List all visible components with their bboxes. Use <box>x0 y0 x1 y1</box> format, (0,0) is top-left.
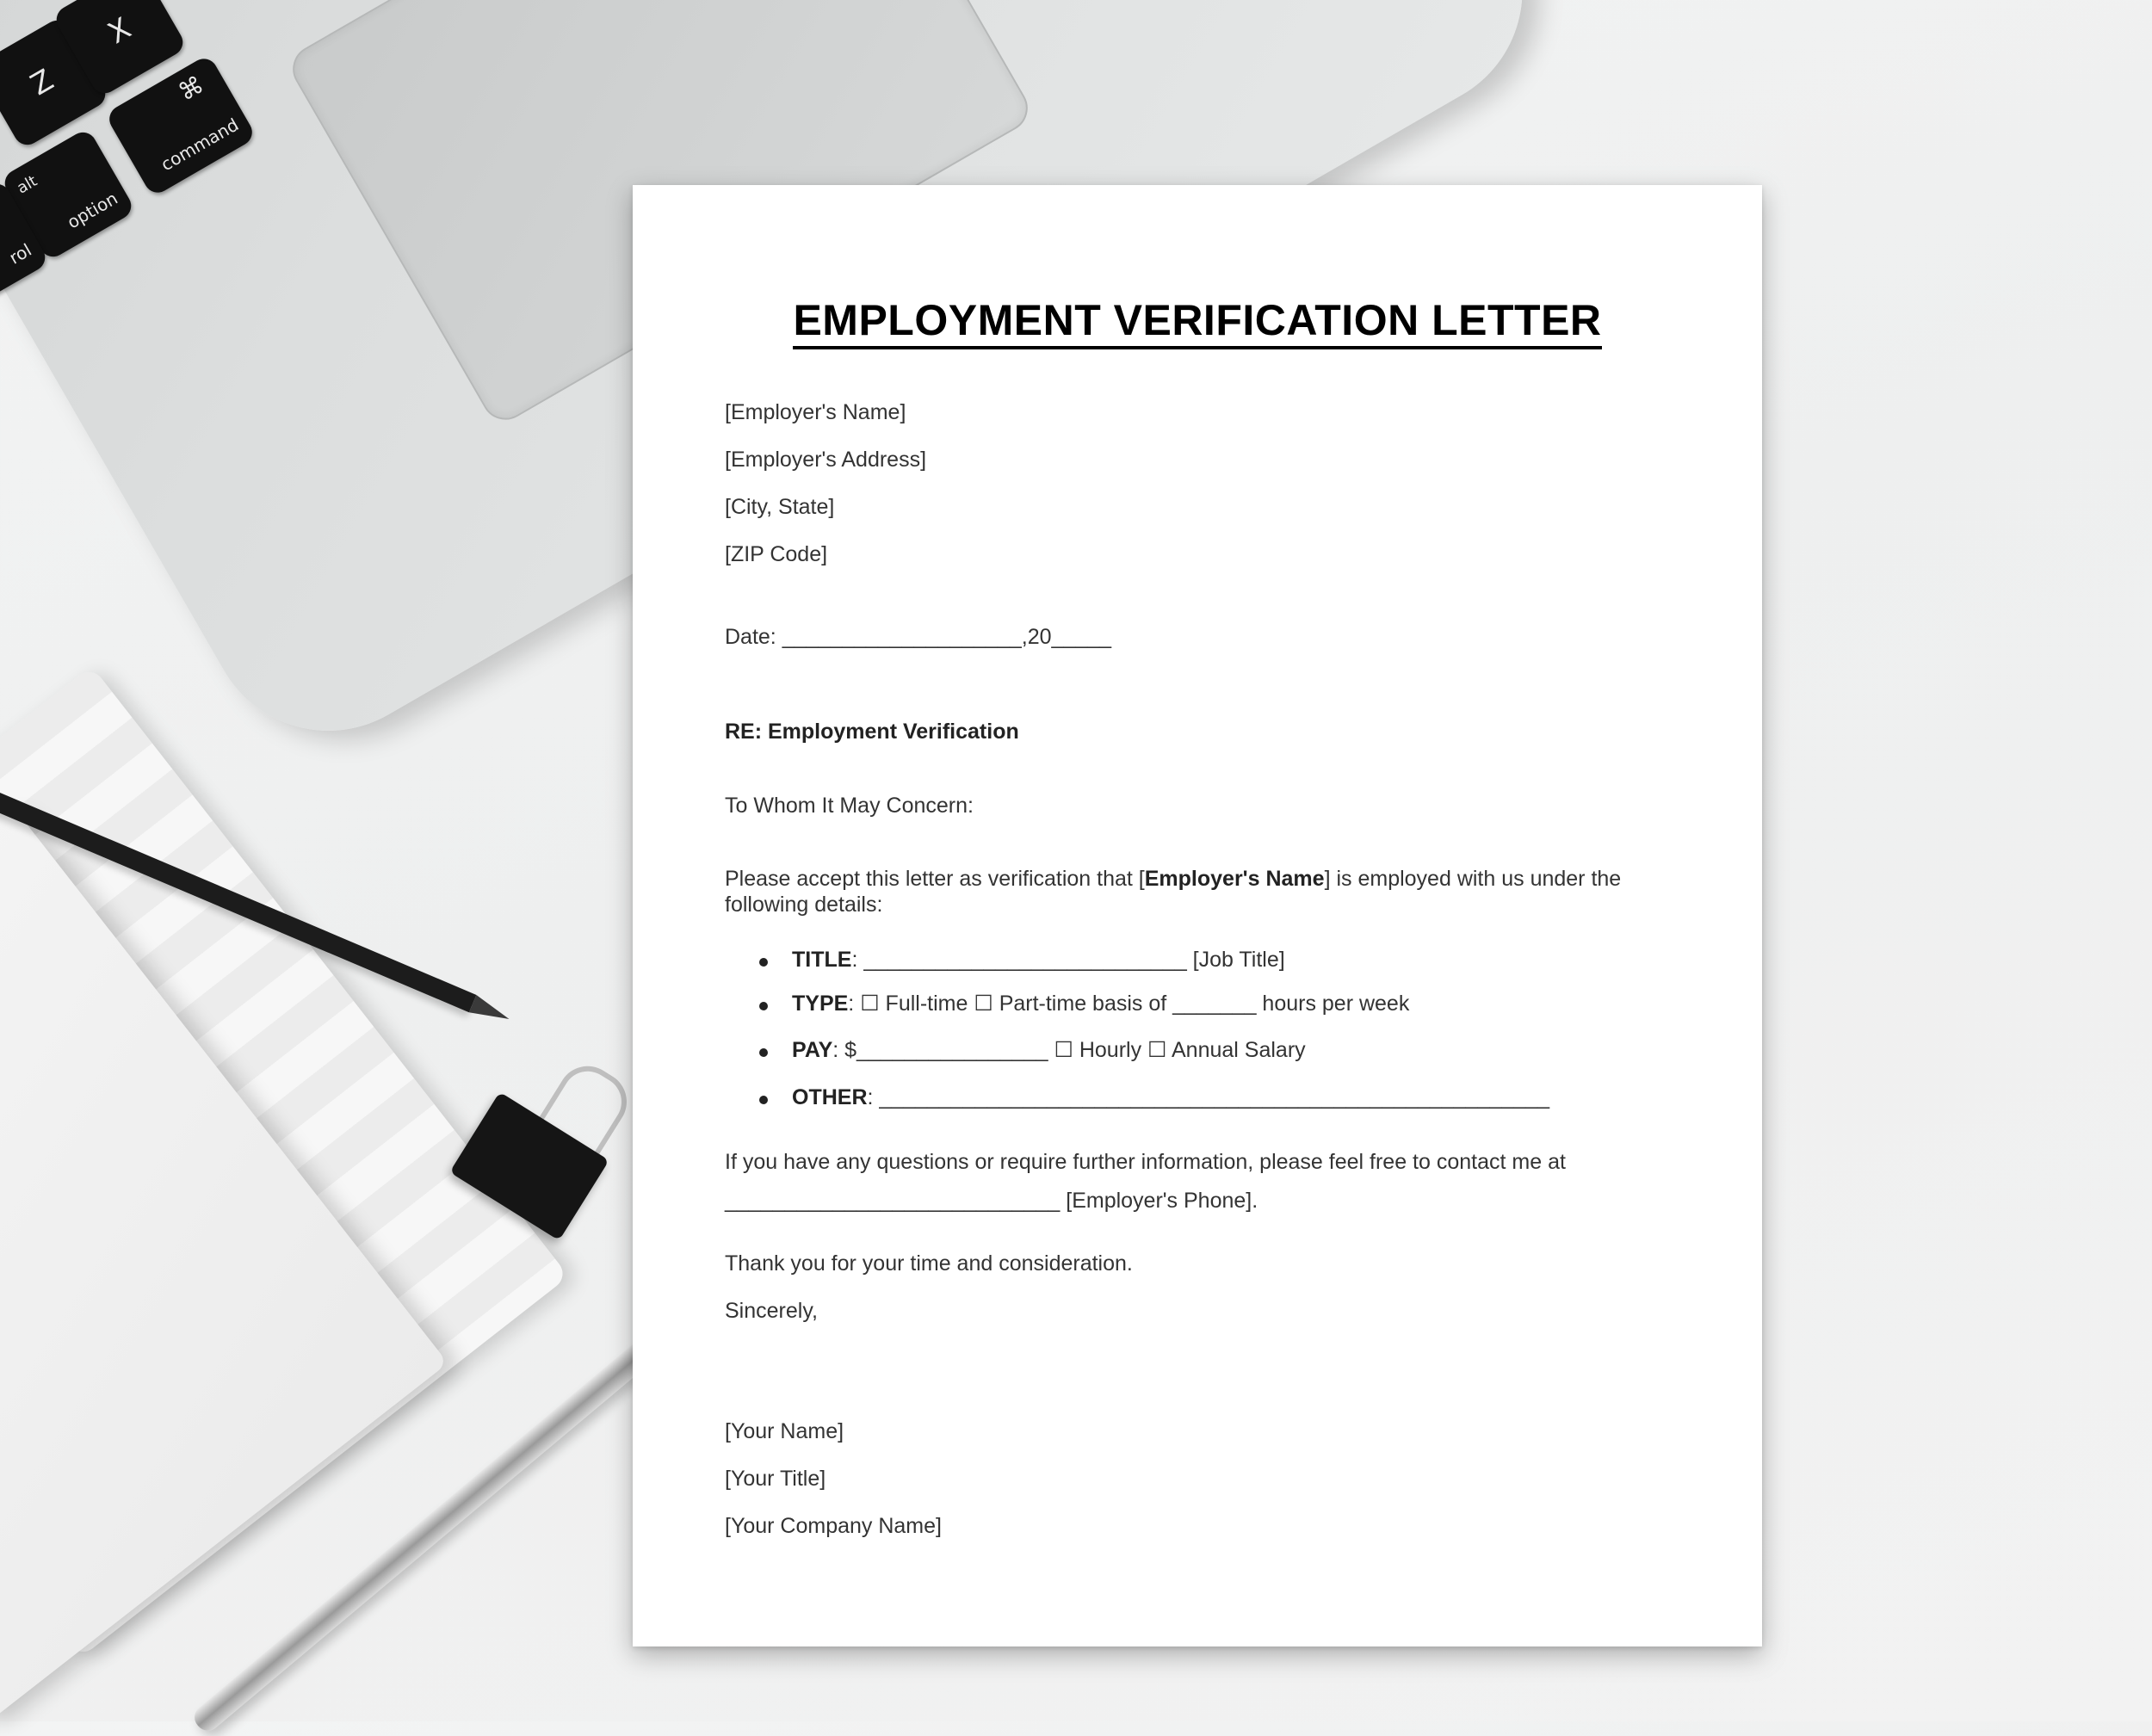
your-company-name: [Your Company Name] <box>725 1514 942 1538</box>
bullet-type: TYPE: ☐ Full-time ☐ Part-time basis of _______ hours per week <box>792 992 1410 1016</box>
employer-zip: [ZIP Code] <box>725 542 828 566</box>
bullet-pay: PAY: $________________ ☐ Hourly ☐ Annual Salary <box>792 1038 1306 1062</box>
command-key: ⌘ command <box>104 54 257 198</box>
bullet-dot <box>759 1002 768 1010</box>
your-title: [Your Title] <box>725 1467 826 1491</box>
z-key: Z <box>0 15 110 150</box>
contact-line1: If you have any questions or require further information, please feel free to contact me at <box>725 1150 1566 1174</box>
employer-name: [Employer's Name] <box>725 400 906 424</box>
option-key: alt option <box>0 127 136 262</box>
bullet-title: TITLE: ___________________________ [Job Title] <box>792 948 1285 972</box>
document-title: EMPLOYMENT VERIFICATION LETTER <box>633 295 1762 345</box>
your-name: [Your Name] <box>725 1419 844 1443</box>
bullet-dot <box>759 958 768 967</box>
x-key: X <box>52 0 188 98</box>
bullet-dot <box>759 1096 768 1104</box>
intro-paragraph-line1: Please accept this letter as verification that [Employer's Name] is employed with us under the <box>725 867 1622 891</box>
letter-page <box>633 185 1762 1646</box>
employer-city-state: [City, State] <box>725 495 835 519</box>
employer-address: [Employer's Address] <box>725 448 927 472</box>
contact-line2: ____________________________ [Employer's Phone]. <box>725 1189 1258 1213</box>
salutation: To Whom It May Concern: <box>725 794 974 818</box>
date-line: Date: ____________________,20_____ <box>725 625 1112 649</box>
control-key: rol <box>0 179 50 313</box>
thanks-line: Thank you for your time and consideration. <box>725 1251 1133 1276</box>
intro-paragraph-line2: following details: <box>725 893 883 917</box>
closing-line: Sincerely, <box>725 1299 818 1323</box>
bullet-dot <box>759 1048 768 1057</box>
bullet-other: OTHER: ________________________________________________________ <box>792 1085 1550 1109</box>
re-line: RE: Employment Verification <box>725 720 1019 744</box>
